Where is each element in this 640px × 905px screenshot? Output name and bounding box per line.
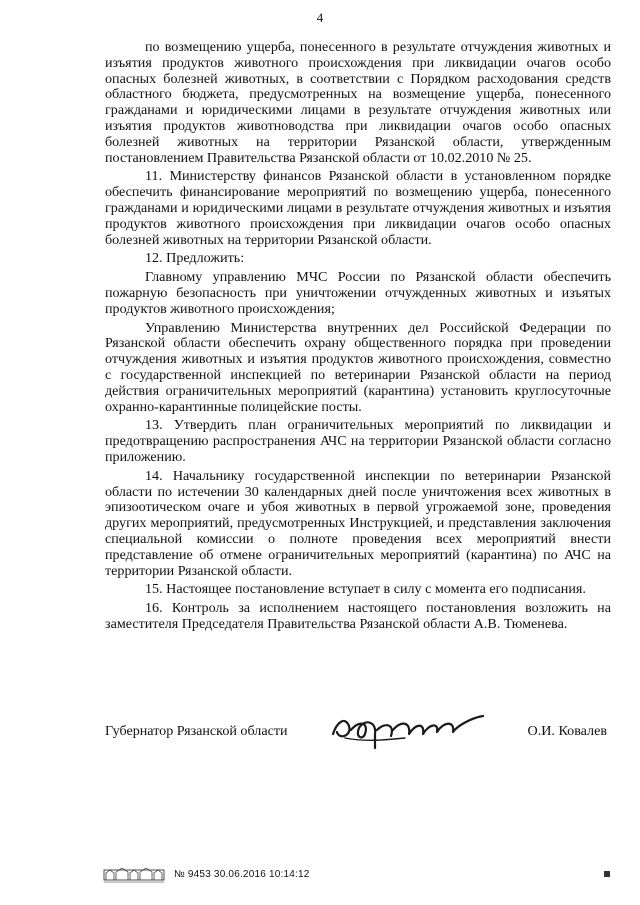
government-emblem-icon	[102, 866, 166, 884]
paragraph-13: 13. Утвердить план ограничительных мероприятий по ликвидации и предотвращению распространения АЧС на территории Рязанской области согласно приложению.	[105, 417, 611, 465]
paragraph-16: 16. Контроль за исполнением настоящего постановления возложить на заместителя Председателя Правительства Рязанской области А.В. Тюменева.	[105, 600, 611, 632]
paragraph-11: 11. Министерству финансов Рязанской области в установленном порядке обеспечить финансирование мероприятий по возмещению ущерба, понесенного гражданами и юридическими лицами в результате отчуждения животных и изъятия продуктов животного происхождения при ликвидации очагов особо опасных болезней животных на территории Рязанской области.	[105, 168, 611, 248]
signer-name: О.И. Ковалев	[527, 723, 607, 739]
registration-stamp: № 9453 30.06.2016 10:14:12	[174, 869, 310, 880]
paragraph-14: 14. Начальнику государственной инспекции по ветеринарии Рязанской области по истечении 30 календарных дней после уничтожения всех животных в эпизоотическом очаге и убоя животных в первой угрожаемой зоне, проведения других мероприятий, предусмотренных Инструкцией, и представления заключения специальной комиссии о полноте проведения всех мероприятий внести представление об отмене ограничительных мероприятий (карантина) по АЧС на территории Рязанской области.	[105, 467, 611, 579]
page-number: 4	[316, 10, 324, 25]
signer-title: Губернатор Рязанской области	[105, 723, 288, 739]
paragraph-12-mchs: Главному управлению МЧС России по Рязанской области обеспечить пожарную безопасность при уничтожении отчужденных животных и изъятых продуктов животного происхождения;	[105, 269, 611, 317]
corner-mark	[603, 870, 611, 878]
paragraph-15: 15. Настоящее постановление вступает в силу с момента его подписания.	[145, 581, 586, 598]
paragraph-12-mvd: Управлению Министерства внутренних дел Российской Федерации по Рязанской области обеспечить охрану общественного порядка при проведении отчуждения животных и изъятия продуктов животного происхождения, совместно с государственной инспекцией по ветеринарии Рязанской области на период действия ограничительных мероприятий (карантина) установить круглосуточные охранно-карантинные полицейские посты.	[105, 319, 611, 415]
document-body	[105, 40, 611, 633]
signature-block	[105, 716, 611, 756]
paragraph-12: 12. Предложить:	[145, 250, 245, 267]
paragraph-10-continuation: по возмещению ущерба, понесенного в результате отчуждения животных и изъятия продуктов животного происхождения при ликвидации очагов особо опасных болезней животных, в соответствии с Порядком расходования средств областного бюджета, предусмотренных на возмещение ущерба, понесенного гражданами и юридическими лицами в результате отчуждения животных или изъятия продуктов животноводства при ликвидации очагов особо опасных болезней животных на территории Рязанской области, утвержденным постановлением Правительства Рязанской области от 10.02.2010 № 25.	[105, 39, 611, 166]
handwritten-signature	[325, 704, 495, 754]
